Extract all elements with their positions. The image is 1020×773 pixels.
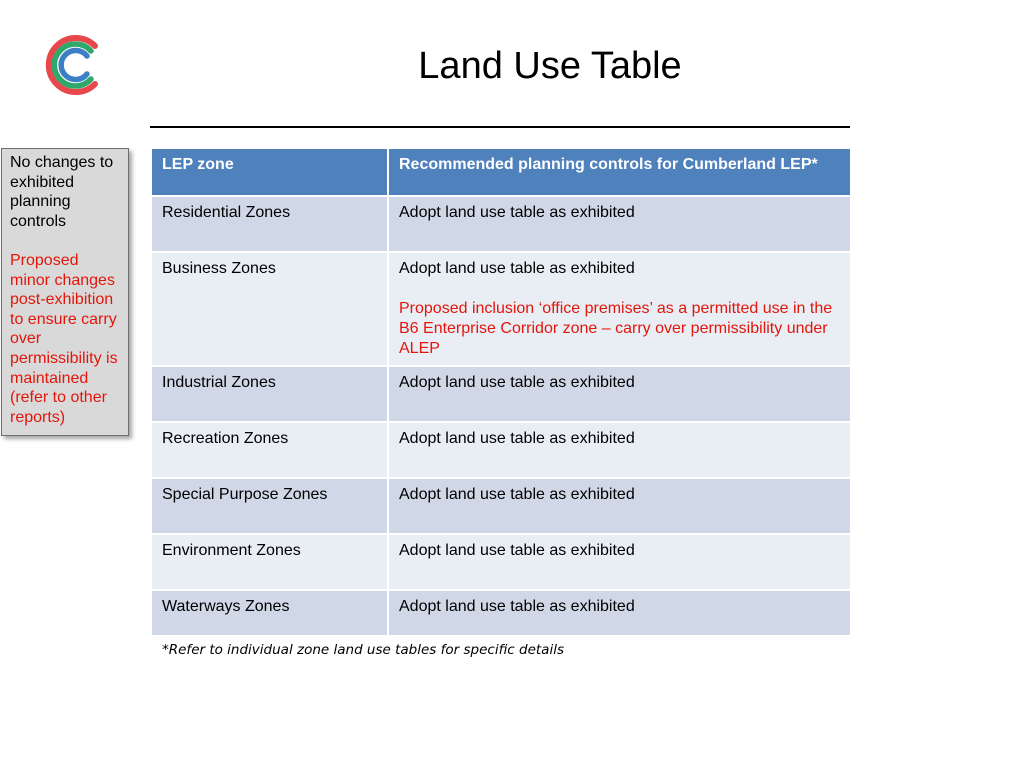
zone-cell: Business Zones [151,252,388,366]
zone-cell: Environment Zones [151,534,388,590]
table-row [151,534,851,590]
table-row [151,590,851,636]
control-cell: Adopt land use table as exhibited [388,534,851,590]
table-row [151,366,851,422]
control-cell: Adopt land use table as exhibited [388,366,851,422]
header-lep-zone: LEP zone [151,148,388,196]
table-row [151,196,851,252]
zone-cell: Residential Zones [151,196,388,252]
control-text: Adopt land use table as exhibited [399,260,635,277]
zone-cell: Waterways Zones [151,590,388,636]
council-c-logo-icon [44,32,104,98]
table-footnote: *Refer to individual zone land use tables for specific details [162,642,564,658]
zone-cell: Industrial Zones [151,366,388,422]
business-zone-proposed-change: Proposed inclusion ‘office premises’ as a permitted use in the B6 Enterprise Corridor zone – carry over permissibility under ALEP [399,300,833,357]
table-row [151,252,851,366]
zone-cell: Special Purpose Zones [151,478,388,534]
title-divider [150,126,850,128]
sidebar-note-proposed-changes: Proposed minor changes post-exhibition to ensure carry over permissibility is maintained (refer to other reports) [10,251,118,426]
control-cell: Adopt land use table as exhibited [388,590,851,636]
table-row [151,422,851,478]
table-row [151,478,851,534]
control-cell: Adopt land use table as exhibited [388,478,851,534]
zone-cell: Recreation Zones [151,422,388,478]
sidebar-note [1,148,129,436]
control-cell: Adopt land use table as exhibited [388,422,851,478]
header-recommended-controls: Recommended planning controls for Cumberland LEP* [388,148,851,196]
land-use-table [150,147,852,637]
page-title: Land Use Table [418,45,682,87]
table-header-row [151,148,851,196]
sidebar-note-no-changes: No changes to exhibited planning controls [10,154,114,230]
control-cell: Adopt land use table as exhibited [388,196,851,252]
control-cell [388,252,851,366]
